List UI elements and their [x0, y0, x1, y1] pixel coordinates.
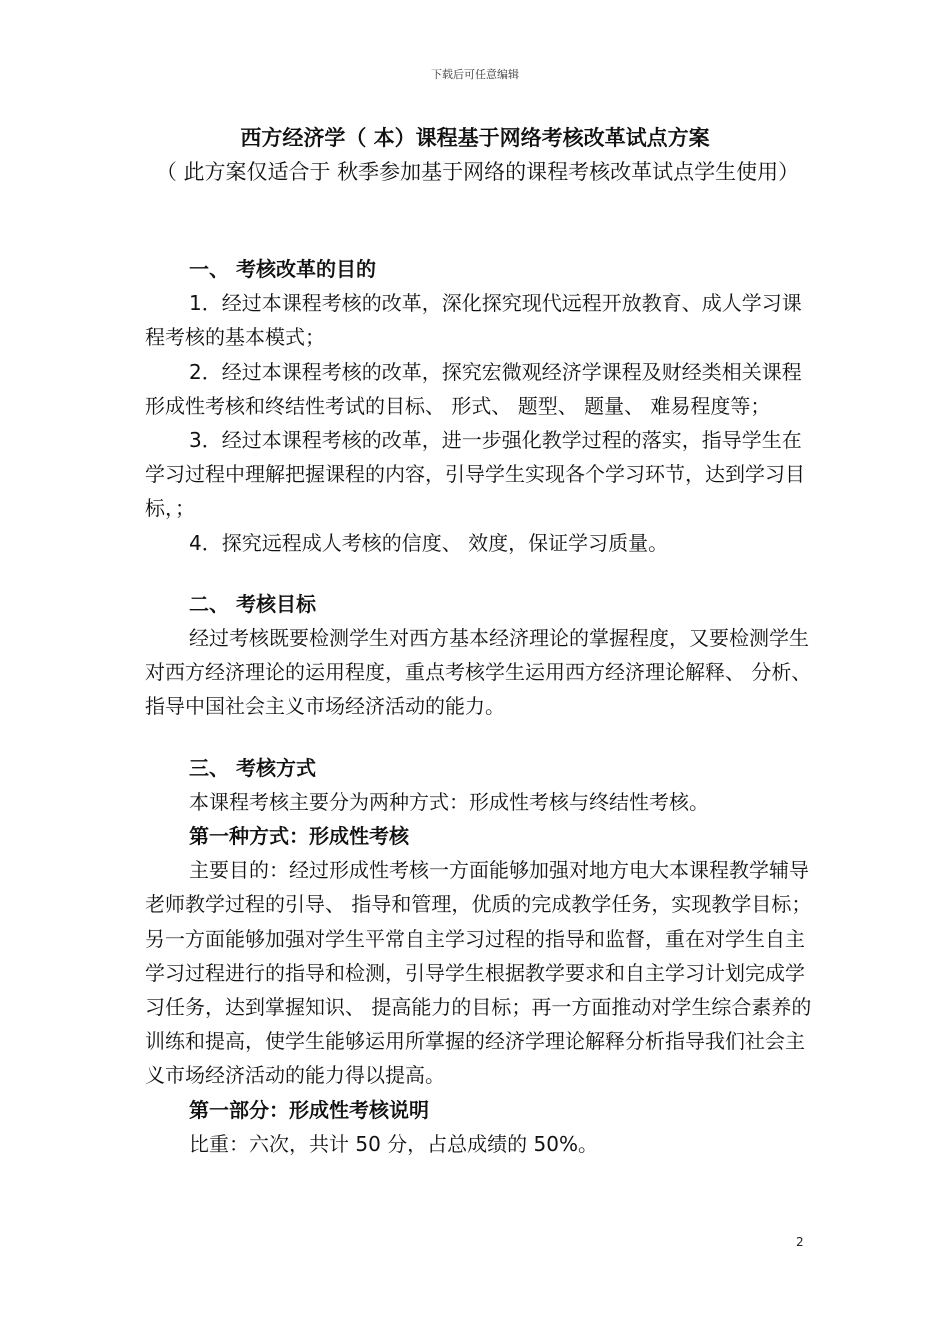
subsection-heading: 第一部分：形成性考核说明 — [189, 1097, 429, 1122]
document-subtitle: （ 此方案仅适合于 秋季参加基于网络的课程考核改革试点学生使用） — [155, 160, 800, 184]
paragraph: 本课程考核主要分为两种方式：形成性考核与终结性考核。 — [189, 789, 709, 814]
list-item: 2．经过本课程考核的改革，探究宏微观经济学课程及财经类相关课程形成性考核和终结性考试的目标、 形式、 题型、 题量、 难易程度等； — [145, 359, 802, 418]
list-item: 3．经过本课程考核的改革，进一步强化教学过程的落实，指导学生在学习过程中理解把握课程的内容，引导学生实现各个学习环节，达到学习目标，； — [145, 428, 805, 521]
paragraph: 经过考核既要检测学生对西方基本经济理论的掌握程度，又要检测学生对西方经济理论的运用程度，重点考核学生运用西方经济理论解释、 分析、 指导中国社会主义市场经济活动的能力。 — [145, 626, 812, 719]
page-header: 下载后可任意编辑 — [431, 68, 519, 81]
subsection-heading: 第一种方式：形成性考核 — [189, 824, 409, 849]
list-item: 4．探究远程成人考核的信度、 效度，保证学习质量。 — [189, 530, 669, 555]
paragraph: 主要目的：经过形成性考核一方面能够加强对地方电大本课程教学辅导老师教学过程的引导、 指导和管理，优质的完成教学任务，实现教学目标；另一方面能够加强对学生平常自主学习过程的指导和监督，重在对学生自主学习过程进行的指导和检测，引导学生根据教学要求和自主学习计划完成学习任务，达到掌握知识、 提高能力的目标；再一方面推动对学生综合素养的训练和提高，使学生能够运用所掌握的经济学理论解释分析指导我们社会主义市场经济活动的能力得以提高。 — [145, 858, 812, 1088]
section-heading-1: 一、 考核改革的目的 — [189, 257, 376, 281]
list-item: 1．经过本课程考核的改革，深化探究现代远程开放教育、成人学习课程考核的基本模式； — [145, 291, 802, 350]
section-heading-2: 二、 考核目标 — [189, 591, 316, 616]
section-heading-3: 三、 考核方式 — [189, 755, 316, 780]
document-title: 西方经济学（ 本）课程基于网络考核改革试点方案 — [240, 126, 710, 150]
document-body — [145, 252, 815, 1161]
page-number: 2 — [796, 1235, 804, 1249]
paragraph: 比重：六次，共计 50 分，占总成绩的 50%。 — [189, 1131, 598, 1156]
